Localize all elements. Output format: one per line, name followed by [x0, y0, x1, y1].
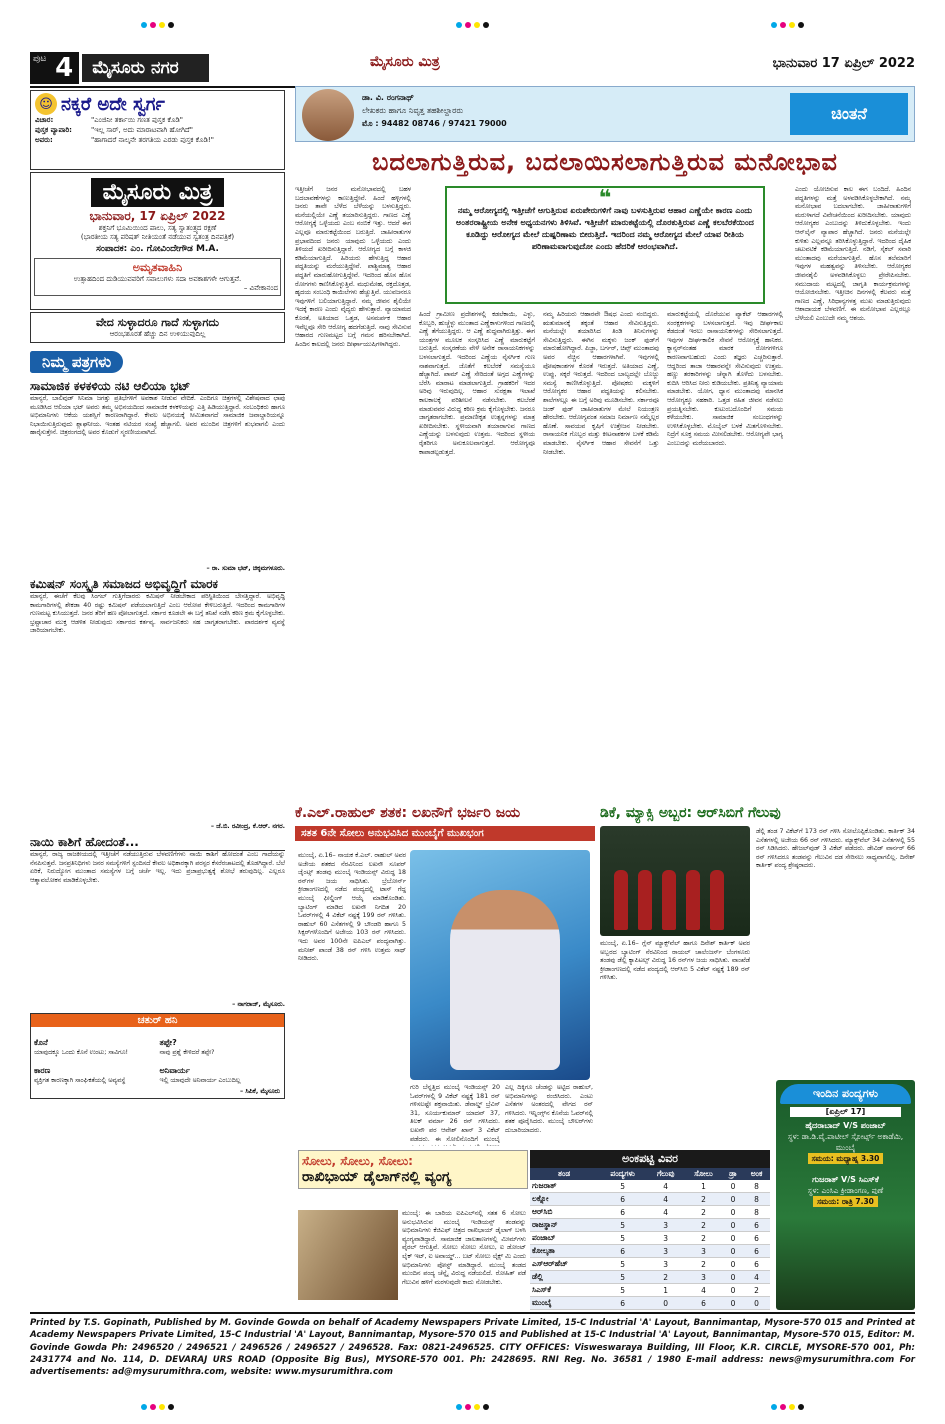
joke-line: ಪುಸ್ತಕ ವ್ಯಾಪಾರಿ: "ಇಲ್ಲ ಸಾರ್, ಅದು ಮಾರಾಟವಾಗಿ ಹೋಗಿದೆ" — [35, 126, 193, 134]
points-row — [530, 1271, 770, 1284]
points-row — [530, 1206, 770, 1219]
joke-title: ನಕ್ಕರೆ ಅದೇ ಸ್ವರ್ಗ — [61, 93, 165, 115]
points-cell: 4 — [647, 1206, 684, 1219]
author-phone: ಮೊ : 94482 08746 / 97421 79000 — [362, 119, 507, 128]
poem-author: – ಸಿಪಿಕೆ, ಮೈಸೂರು — [240, 1088, 280, 1096]
points-cell: 6 — [743, 1232, 770, 1245]
points-cell: 3 — [647, 1232, 684, 1245]
points-cell: 8 — [743, 1193, 770, 1206]
match-item — [780, 1120, 911, 1164]
points-cell: 1 — [684, 1180, 723, 1193]
today-matches-title: ಇಂದಿನ ಪಂದ್ಯಗಳು — [780, 1084, 911, 1104]
page-label: ಪುಟ — [30, 52, 49, 84]
poem-text: ನಾವು ಪ್ರಶ್ನೆ ಕೇಳಿದರೆ ತಪ್ಪೇ? — [159, 1049, 215, 1056]
points-cell: 3 — [647, 1245, 684, 1258]
points-cell: 6 — [743, 1219, 770, 1232]
points-cell: 3 — [684, 1271, 723, 1284]
points-header-row: ತಂಡ ಪಂದ್ಯಗಳು ಗೆಲುವು ಸೋಲು ಡ್ರಾ ಅಂಕ — [530, 1168, 770, 1180]
registration-marks-top — [0, 18, 945, 32]
points-cell: 3 — [647, 1258, 684, 1271]
team-name: ಗುಜರಾತ್ — [530, 1180, 598, 1193]
points-table — [530, 1150, 770, 1310]
rcb-column: ಡೆಲ್ಲಿ ತಂಡ 7 ವಿಕೆಟ್‌ಗೆ 173 ರನ್ ಗಳಿಸಿ ಸೋಲೊಪ್ಪಿಕೊಂಡಿತು. ಕಾರ್ತಿಕ್ 34 ಎಸೆತಗಳಲ್ಲಿ ಅಜೇಯ 66 ರನ್ ಗಳಿಸಿದರು. ಮ್ಯಾಕ್ಸ್‌ವೆಲ್ 34 ಎಸೆತಗಳಲ್ಲಿ 55 ರನ್ ಸಿಡಿಸಿದರು. ಹೇಜಲ್‌ವುಡ್ 3 ವಿಕೆಟ್ ಪಡೆದರು. ಡೇವಿಡ್ ವಾರ್ನರ್ 66 ರನ್ ಗಳಿಸಿದರೂ ತಂಡವನ್ನು ಗೆಲುವಿನ ದಡ ಸೇರಿಸಲು ಸಾಧ್ಯವಾಗಲಿಲ್ಲ. ದಿನೇಶ್ ಕಾರ್ತಿಕ್ ಪಂದ್ಯ ಶ್ರೇಷ್ಠರಾದರು. — [756, 828, 915, 870]
team-name: ಮುಂಬೈ — [530, 1297, 598, 1310]
page-number: 4 — [49, 52, 79, 84]
points-cell: 6 — [743, 1258, 770, 1271]
letter-title: ಕಮಿಷನ್ ಸಂಸ್ಕೃತಿ ಸಮಾಜದ ಅಭಿವೃದ್ಧಿಗೆ ಮಾರಕ — [30, 577, 285, 593]
match-teams: ಹೈದರಾಬಾದ್ V/S ಪಂಜಾಬ್ — [805, 1121, 886, 1130]
points-row — [530, 1245, 770, 1258]
points-cell: 0 — [723, 1271, 743, 1284]
rahul-column: ಗುರಿ ಬೆನ್ನತ್ತಿದ ಮುಂಬೈ ಇಂಡಿಯನ್ಸ್ 20 ಓವರ್‌ಗಳಲ್ಲಿ 9 ವಿಕೆಟ್ ನಷ್ಟಕ್ಕೆ 181 ರನ್ ಗಳಿಸಲಷ್ಟೇ ಶಕ್ತವಾಯಿತು. ಡೆವಾಲ್ಡ್ ಬ್ರೆವಿಸ್ 31, ಸೂರ್ಯಕುಮಾರ್ ಯಾದವ್ 37, ತಿಲಕ್ ವರ್ಮಾ 26 ರನ್ ಗಳಿಸಿದರು. ಲಖನೌ ಪರ ಆವೇಶ್ ಖಾನ್ 3 ವಿಕೆಟ್ ಪಡೆದರು. ಈ ಸೋಲಿನೊಂದಿಗೆ ಮುಂಬೈ — [410, 1084, 500, 1143]
points-cell: 0 — [723, 1219, 743, 1232]
team-name: ಎಸ್‌ಆರ್‌ಹೆಚ್ — [530, 1258, 598, 1271]
masthead-motto: ಶಕ್ತನಿಗೆ ಭೂಮಿಯಿಂದ ಪಾಲು, ಸತ್ಯ ಸ್ವಾತಂತ್ರ್ಯದ ರಕ್ಷಣೆ — [98, 224, 217, 232]
poem-title: ಕೊನೆ — [34, 1038, 48, 1047]
points-cell: 0 — [723, 1245, 743, 1258]
points-cell: 0 — [723, 1297, 743, 1310]
points-row — [530, 1232, 770, 1245]
team-name: ಲಕ್ನೋ — [530, 1193, 598, 1206]
author-photo — [302, 89, 354, 141]
article-column: ಹಿಂದೆ ಗ್ರಾಮೀಣ ಪ್ರದೇಶಗಳಲ್ಲಿ ಕಡಲೆಕಾಯಿ, ಎಳ್ಳು, ಕೊಬ್ಬರಿ, ಹುಚ್ಚೆಳ್ಳು ಮುಂತಾದ ಎಣ್ಣೆಕಾಳುಗಳಿಂದ ಗಾಣದಲ್ಲಿ ಎಣ್ಣೆ ತೆಗೆಯುತ್ತಿದ್ದರು. ಆ ಎಣ್ಣೆ ಶುದ್ಧವಾಗಿರುತ್ತಿತ್ತು. ಈಗ ಯಂತ್ರಗಳ ಮೂಲಕ ಸಂಸ್ಕರಿಸಿದ ಎಣ್ಣೆ ಮಾರುಕಟ್ಟೆಗೆ ಬರುತ್ತಿದೆ. ಸಂಸ್ಕರಣೆಯ ವೇಳೆ ಅನೇಕ ರಾಸಾಯನಿಕಗಳನ್ನು ಬಳಸಲಾಗುತ್ತದೆ. ಇದರಿಂದ ಎಣ್ಣೆಯ ನೈಸರ್ಗಿಕ ಗುಣ ನಾಶವಾಗುತ್ತದೆ. ಜೊತೆಗೆ ಕಲಬೆರಕೆ ಸಮಸ್ಯೆಯೂ ಹೆಚ್ಚಾಗಿದೆ. ಪಾಮ್ ಎಣ್ಣೆ ಸೇರಿದಂತೆ ಅಗ್ಗದ ಎಣ್ಣೆಗಳನ್ನು ಬೆರೆಸಿ ಮಾರಾಟ ಮಾಡಲಾಗುತ್ತಿದೆ. ಗ್ರಾಹಕರಿಗೆ ಇದರ ಅರಿವು ಇರುವುದಿಲ್ಲ. ಆಹಾರ ಸುರಕ್ಷತಾ ಇಲಾಖೆ ಕಾಲಕಾಲಕ್ಕೆ ಪರಿಶೀಲನೆ ನಡೆಸಬೇಕು. ಕಲಬೆರಕೆ ಮಾಡುವವರ ವಿರುದ್ಧ ಕಠಿಣ ಕ್ರಮ ಕೈಗೊಳ್ಳಬೇಕು. ಜನರೂ ಜಾಗೃತರಾಗಬೇಕು. ಪ್ರಮಾಣೀಕೃತ ಉತ್ಪನ್ನಗಳನ್ನು ಮಾತ್ರ ಖರೀದಿಸಬೇಕು. ಸ್ಥಳೀಯವಾಗಿ ತಯಾರಾಗುವ ಗಾಣದ ಎಣ್ಣೆಯನ್ನು ಬಳಸುವುದು ಉತ್ತಮ. ಇದರಿಂದ ಸ್ಥಳೀಯ ರೈತರಿಗೂ ಅನುಕೂಲವಾಗುತ್ತದೆ. ಆರೋಗ್ಯವೂ ಕಾಪಾಡಲ್ಪಡುತ್ತದೆ. — [419, 311, 535, 456]
masthead-editor: ಸಂಪಾದಕ: ಎಂ. ಗೋವಿಂದೇಗೌಡ M.A. — [96, 244, 219, 254]
chatur-hani-box — [30, 1013, 285, 1099]
match-venue: ಸ್ಥಳ: ಎಂಸಿಎ ಕ್ರೀಡಾಂಗಣ, ಪುಣೆ — [807, 1186, 884, 1195]
letter-title: ನಾಯಿ ಕಾಶಿಗೆ ಹೋದಂತೆ... — [30, 835, 285, 851]
team-name: ಸಿಎಸ್‌ಕೆ — [530, 1284, 598, 1297]
points-row — [530, 1258, 770, 1271]
masthead-logo: ಮೈಸೂರು ಮಿತ್ರ — [91, 178, 225, 207]
points-cell: 5 — [598, 1232, 647, 1245]
rahul-column: ಮುಂಬೈ, ಏ.16– ನಾಯಕ ಕೆ.ಎಲ್. ರಾಹುಲ್ ಅವರ ಅಜೇಯ ಶತಕದ ನೆರವಿನಿಂದ ಲಖನೌ ಸೂಪರ್ ಜೈಂಟ್ಸ್ ತಂಡವು ಮುಂಬೈ ಇಂಡಿಯನ್ಸ್ ವಿರುದ್ಧ 18 ರನ್‌ಗಳ ಜಯ ಸಾಧಿಸಿತು. ಬ್ರೆಬೋರ್ನ್ ಕ್ರೀಡಾಂಗಣದಲ್ಲಿ ನಡೆದ ಪಂದ್ಯದಲ್ಲಿ ಟಾಸ್ ಗೆದ್ದ ಮುಂಬೈ ಫೀಲ್ಡಿಂಗ್ ಆಯ್ಕೆ ಮಾಡಿಕೊಂಡಿತು. ಬ್ಯಾಟಿಂಗ್ ಮಾಡಿದ ಲಖನೌ ನಿಗದಿತ 20 ಓವರ್‌ಗಳಲ್ಲಿ 4 ವಿಕೆಟ್ ನಷ್ಟಕ್ಕೆ 199 ರನ್ ಗಳಿಸಿತು. ರಾಹುಲ್ 60 ಎಸೆತಗಳಲ್ಲಿ 9 ಬೌಂಡರಿ ಹಾಗೂ 5 ಸಿಕ್ಸರ್‌ಗಳೊಂದಿಗೆ ಅಜೇಯ 103 ರನ್ ಗಳಿಸಿದರು. ಇದು ಅವರ 100ನೇ ಐಪಿಎಲ್ ಪಂದ್ಯವಾಗಿತ್ತು. ಮನೀಶ್ ಪಾಂಡೆ 38 ರನ್ ಗಳಿಸಿ ಉತ್ತಮ ಸಾಥ್ ನೀಡಿದರು. — [298, 852, 406, 963]
feature-article — [295, 86, 915, 806]
pull-quote — [445, 186, 765, 304]
article-column: ಎಂದು ಯೋಚಿಸುವ ಕಾಲ ಈಗ ಬಂದಿದೆ. ಹಿಂದಿನ ಪದ್ಧತಿಗಳನ್ನು ಮತ್ತೆ ಅಳವಡಿಸಿಕೊಳ್ಳಬೇಕಾಗಿದೆ. ನಮ್ಮ ಮನೋಭಾವ ಬದಲಾಗಬೇಕು. ಜಾಹೀರಾತುಗಳಿಗೆ ಮರುಳಾಗದೆ ವಿವೇಚನೆಯಿಂದ ಖರೀದಿಸಬೇಕು. ಯಾವುದು ಆರೋಗ್ಯಕರ ಎಂಬುದನ್ನು ತಿಳಿದುಕೊಳ್ಳಬೇಕು. ಇಂದು ಆನ್‌ಲೈನ್ ವ್ಯಾಪಾರ ಹೆಚ್ಚಾಗಿದೆ. ಜನರು ಮನೆಯಲ್ಲೇ ಕುಳಿತು ಎಲ್ಲವನ್ನೂ ತರಿಸಿಕೊಳ್ಳುತ್ತಿದ್ದಾರೆ. ಇದರಿಂದ ದೈಹಿಕ ಚಟುವಟಿಕೆ ಕಡಿಮೆಯಾಗುತ್ತಿದೆ. ನಡಿಗೆ, ಸೈಕಲ್ ಸವಾರಿ ಮುಂತಾದವು ಮರೆಯಾಗುತ್ತಿವೆ. ಹೊಸ ತಲೆಮಾರಿಗೆ ಇವುಗಳ ಮಹತ್ವವನ್ನು ತಿಳಿಸಬೇಕು. ಆರೋಗ್ಯಕರ ಜೀವನಶೈಲಿ ಅಳವಡಿಸಿಕೊಳ್ಳಲು ಪ್ರೇರೇಪಿಸಬೇಕು. ಸಮುದಾಯ ಮಟ್ಟದಲ್ಲಿ ಜಾಗೃತಿ ಕಾರ್ಯಕ್ರಮಗಳನ್ನು ಆಯೋಜಿಸಬೇಕು. ಇತ್ತೀಚಿನ ದಿನಗಳಲ್ಲಿ ಕೆಲವರು ಮತ್ತೆ ಗಾಣದ ಎಣ್ಣೆ, ಸಿರಿಧಾನ್ಯಗಳತ್ತ ಮುಖ ಮಾಡುತ್ತಿರುವುದು ಆಶಾದಾಯಕ ಬೆಳವಣಿಗೆ. ಈ ಮನೋಭಾವ ಎಲ್ಲರಲ್ಲೂ ಬೆಳೆಯಲಿ ಎಂಬುದೇ ನಮ್ಮ ಆಶಯ. — [795, 186, 911, 322]
chatur-title: ಚತುರ್ ಹನಿ — [31, 1014, 284, 1027]
letter-body: ಮಾನ್ಯರೆ, ಬಾಲಿವುಡ್ ಸಿನಿಮಾ ಜಗತ್ತು ಪ್ರತಿಭೆಗಳಿಗೆ ಅವಕಾಶ ನೀಡುವ ವೇದಿಕೆ. ಎಂದಿಗೂ ಚಿತ್ರಗಳಲ್ಲಿ ವಿಶೇಷವಾದ ಛಾಪು ಮೂಡಿಸಿದ ಆಲಿಯಾ ಭಟ್ ಅವರು ತಮ್ಮ ಅಭಿನಯದಿಂದ ಸಾಮಾಜಿಕ ಕಳಕಳಿಯನ್ನು ಎತ್ತಿ ಹಿಡಿಯುತ್ತಿದ್ದಾರೆ. ಸಂಬಂಧಿಕರು ಹಾಗೂ ಅಭಿಮಾನಿಗಳು ಆಕೆಯ ಯಶಸ್ಸಿಗೆ ಕಾರಣರಾಗಿದ್ದಾರೆ. ಕೇವಲ ಅಭಿನಯಕ್ಕೆ ಸೀಮಿತವಾಗದೆ ಸಾಮಾಜಿಕ ಜವಾಬ್ದಾರಿಯನ್ನೂ ನಿಭಾಯಿಸುತ್ತಿರುವುದು ಶ್ಲಾಘನೀಯ. ಇಂತಹ ನಟಿಯರ ಸಂಖ್ಯೆ ಹೆಚ್ಚಾಗಲಿ. ಅವರ ಮುಂದಿನ ಚಿತ್ರಗಳಿಗೆ ಶುಭವಾಗಲಿ ಎಂದು ಹಾರೈಸುತ್ತೇನೆ. ಚಿತ್ರರಂಗದಲ್ಲಿ ಅವರ ಕೊಡುಗೆ ಸ್ಮರಣೀಯವಾಗಿದೆ. — [30, 395, 285, 437]
today-date: [ಏಪ್ರಿಲ್ 17] — [790, 1107, 901, 1117]
letter-body: ಮಾನ್ಯರೆ, ಈಚೆಗೆ ಕೆಲವು ಸಿಂಗಲ್ ಗುತ್ತಿಗೆದಾರರು ಕಮಿಷನ್ ನೀಡಬೇಕಾದ ಪರಿಸ್ಥಿತಿಯಿಂದ ಬೇಸತ್ತಿದ್ದಾರೆ. ಅಭಿವೃದ್ಧಿ ಕಾಮಗಾರಿಗಳಲ್ಲಿ ಶೇಕಡಾ 40 ರಷ್ಟು ಕಮಿಷನ್ ಪಡೆಯಲಾಗುತ್ತಿದೆ ಎಂಬ ಆರೋಪ ಕೇಳಿಬರುತ್ತಿದೆ. ಇದರಿಂದ ಕಾಮಗಾರಿಗಳ ಗುಣಮಟ್ಟ ಕುಸಿಯುತ್ತದೆ. ಜನರ ತೆರಿಗೆ ಹಣ ಪೋಲಾಗುತ್ತದೆ. ಸರ್ಕಾರ ಕೂಡಲೇ ಈ ಬಗ್ಗೆ ತನಿಖೆ ನಡೆಸಿ ಕಠಿಣ ಕ್ರಮ ಕೈಗೊಳ್ಳಬೇಕು. ಭ್ರಷ್ಟಾಚಾರ ಮುಕ್ತ ಆಡಳಿತ ನೀಡುವುದು ಸರ್ಕಾರದ ಕರ್ತವ್ಯ. ಸಾರ್ವಜನಿಕರು ಸಹ ಜಾಗೃತರಾಗಬೇಕು. ಪಾರದರ್ಶಕ ವ್ಯವಸ್ಥೆ ಜಾರಿಯಾಗಬೇಕು. — [30, 593, 285, 635]
joke-box — [30, 90, 285, 170]
quote-title: ಅಮೃತವಾಹಿನಿ — [132, 261, 183, 274]
match-venue: ಸ್ಥಳ: ಡಾ.ಡಿ.ವೈ.ಪಾಟೀಲ್ ಸ್ಪೋರ್ಟ್ಸ್ ಅಕಾಡೆಮಿ, ಮುಂಬೈ — [787, 1132, 904, 1152]
points-cell: 8 — [743, 1206, 770, 1219]
letters-badge: ನಿಮ್ಮ ಪತ್ರಗಳು — [30, 351, 123, 373]
left-column — [30, 90, 285, 1310]
letter-body: ಮಾನ್ಯರೆ, ರಾಜ್ಯ ರಾಜಕೀಯದಲ್ಲಿ ಇತ್ತೀಚೆಗೆ ನಡೆಯುತ್ತಿರುವ ಬೆಳವಣಿಗೆಗಳು ನಾಯಿ ಕಾಶಿಗೆ ಹೋದಂತೆ ಎಂಬ ಗಾದೆಯನ್ನು ನೆನಪಿಸುತ್ತವೆ. ಜನಪ್ರತಿನಿಧಿಗಳು ಜನರ ಸಮಸ್ಯೆಗಳಿಗೆ ಸ್ಪಂದಿಸದೆ ಕೇವಲ ಅಧಿಕಾರಕ್ಕಾಗಿ ಪರಸ್ಪರ ಕೆಸರೆರಚಾಟದಲ್ಲಿ ತೊಡಗಿದ್ದಾರೆ. ಬೆಲೆ ಏರಿಕೆ, ನಿರುದ್ಯೋಗ ಮುಂತಾದ ಸಮಸ್ಯೆಗಳ ಬಗ್ಗೆ ಚರ್ಚೆ ಇಲ್ಲ. ಇದು ಪ್ರಜಾಪ್ರಭುತ್ವಕ್ಕೆ ಶೋಭೆ ತರುವುದಿಲ್ಲ. ಎಲ್ಲರೂ ಆತ್ಮಾವಲೋಕನ ಮಾಡಿಕೊಳ್ಳಬೇಕು. — [30, 851, 285, 884]
solu-kicker: ಸೋಲು, ಸೋಲು, ಸೋಲು: — [302, 1154, 413, 1168]
points-cell: 8 — [743, 1180, 770, 1193]
solu-column: ಮುಂಬೈ: ಈ ಬಾರಿಯ ಐಪಿಎಲ್‌ನಲ್ಲಿ ಸತತ 6 ಸೋಲು ಅನುಭವಿಸಿರುವ ಮುಂಬೈ ಇಂಡಿಯನ್ಸ್ ತಂಡವನ್ನು ಅಭಿಮಾನಿಗಳು ಕೆಜಿಎಫ್ ಚಿತ್ರದ ರಾಖಿಭಾಯ್ ಡೈಲಾಗ್ ಬಳಸಿ ವ್ಯಂಗ್ಯವಾಡಿದ್ದಾರೆ. ಸಾಮಾಜಿಕ ಜಾಲತಾಣಗಳಲ್ಲಿ ಮೀಮ್‌ಗಳು ವೈರಲ್ ಆಗುತ್ತಿವೆ. ಸೋಲು ಸೋಲು ಸೋಲು, ಐ ಡೋಂಟ್ ಲೈಕ್ ಇಟ್, ಐ ಅವಾಯ್ಡ್... ಬಟ್ ಸೋಲು ಲೈಕ್ಸ್ ಮಿ ಎಂದು ಅಭಿಮಾನಿಗಳು ಪೋಸ್ಟ್ ಮಾಡಿದ್ದಾರೆ. ಮುಂಬೈ ತಂಡದ ಮುಂದಿನ ಪಂದ್ಯ ಚೆನ್ನೈ ವಿರುದ್ಧ ನಡೆಯಲಿದೆ. ರೋಹಿತ್ ಪಡೆ ಗೆಲುವಿನ ಹಳಿಗೆ ಮರಳುವುದೇ ಕಾದು ನೋಡಬೇಕು. — [402, 1210, 526, 1286]
points-cell: 4 — [743, 1271, 770, 1284]
points-cell: 4 — [647, 1180, 684, 1193]
quote-author: – ವಿವೇಕಾನಂದ — [243, 284, 278, 292]
rahul-column: ಎಲ್ಲ ದಿಕ್ಕಿಗೂ ಚೆಂಡನ್ನು ಅಟ್ಟಿದ ರಾಹುಲ್, ಅಭಿಮಾನಿಗಳನ್ನು ರಂಜಿಸಿದರು. ಎಂಟು ಎಸೆತಗಳ ಅಂತರದಲ್ಲಿ ವೇಗದ ರನ್ ಗಳಿಸಿದರು. ಇನ್ನಿಂಗ್ಸ್‌ನ ಕೊನೆಯ ಓವರ್‌ನಲ್ಲಿ ಶತಕ ಪೂರೈಸಿದರು. ಮುಂಬೈ ಬೌಲರ್‌ಗಳು ದುಬಾರಿಯಾದರು. — [505, 1084, 593, 1134]
letter-signature: – ರಾ. ಸುಮಾ ಭಟ್, ಚಿಕ್ಕಮಗಳೂರು. — [206, 565, 285, 572]
match-teams: ಗುಜರಾತ್ V/S ಸಿಎಸ್‌ಕೆ — [812, 1175, 879, 1184]
points-cell: 2 — [684, 1258, 723, 1271]
masthead-box — [30, 172, 285, 310]
points-row — [530, 1284, 770, 1297]
rcb-headline: ಡಿಕೆ, ಮ್ಯಾಕ್ಸಿ ಅಬ್ಬರ: ಆರ್‌ಸಿಬಿಗೆ ಗೆಲುವು — [600, 805, 781, 821]
points-row — [530, 1180, 770, 1193]
points-cell: 0 — [723, 1193, 743, 1206]
points-row — [530, 1219, 770, 1232]
paper-name: ಮೈಸೂರು ಮಿತ್ರ — [370, 54, 440, 70]
rcb-photo — [600, 826, 750, 936]
points-cell: 6 — [598, 1193, 647, 1206]
solu-headline: ರಾಖಿಭಾಯ್ ಡೈಲಾಗ್‌ನಲ್ಲಿ ವ್ಯಂಗ್ಯ — [302, 1169, 452, 1185]
quote-mark-icon: ❝ — [598, 186, 612, 211]
joke-line: ವಿಚಾರ: "ಎಂಜಿನೀ ತರ್ಕಾಯಿ ಗಣತ ಪುಸ್ತಕ ಕೊಡಿ" — [35, 116, 183, 124]
points-cell: 6 — [684, 1297, 723, 1310]
points-cell: 6 — [598, 1245, 647, 1258]
points-cell: 4 — [647, 1193, 684, 1206]
rahul-headline: ಕೆ.ಎಲ್.ರಾಹುಲ್ ಶತಕ: ಲಖನೌಗೆ ಭರ್ಜರಿ ಜಯ — [295, 805, 521, 821]
team-name: ಕೋಲ್ಕತಾ — [530, 1245, 598, 1258]
points-row — [530, 1193, 770, 1206]
match-time: ಸಮಯ: ಮಧ್ಯಾಹ್ನ 3.30 — [808, 1153, 884, 1164]
author-bar — [295, 86, 915, 142]
poem-text: ಇಲ್ಲಿ ಯಾವುದೇ ಅನಿವಾರ್ಯ ಎಂಬುದಿಲ್ಲ — [159, 1076, 241, 1084]
points-cell: 5 — [598, 1219, 647, 1232]
section-name: ಮೈಸೂರು ನಗರ — [82, 54, 208, 82]
points-cell: 4 — [684, 1284, 723, 1297]
points-table-title: ಅಂಕಪಟ್ಟಿ ವಿವರ — [530, 1150, 770, 1168]
article-headline: ಬದಲಾಗುತ್ತಿರುವ, ಬದಲಾಯಿಸಲಾಗುತ್ತಿರುವ ಮನೋಭಾವ — [372, 148, 838, 176]
poem-title: ತಪ್ಪೇ? — [159, 1038, 177, 1047]
points-cell: 0 — [723, 1180, 743, 1193]
pull-quote-text: ನಮ್ಮ ಆರೋಗ್ಯದಲ್ಲಿ ಇತ್ತೀಚೆಗೆ ಆಗುತ್ತಿರುವ ಏರುಪೇರುಗಳಿಗೆ ನಾವು ಬಳಸುತ್ತಿರುವ ಆಹಾರ ಎಣ್ಣೆಯೇ ಕಾರಣ ಎಂದು ಅಂತರರಾಷ್ಟ್ರೀಯ ಅನೇಕ ಅಧ್ಯಯನಗಳು ತಿಳಿಸಿವೆ. ಇತ್ತೀಚೆಗೆ ಮಾರುಕಟ್ಟೆಯಲ್ಲಿ ದೊರಕುತ್ತಿರುವ ಎಣ್ಣೆ ಕಲಬೆರಕೆಯಿಂದ ಕೂಡಿದ್ದು ಆರೋಗ್ಯದ ಮೇಲೆ ದುಷ್ಪರಿಣಾಮ ಬೀರುತ್ತಿದೆ. ಇದರಿಂದ ನಮ್ಮ ಆರೋಗ್ಯದ ಮೇಲೆ ಯಾವ ರೀತಿಯ ಪರಿಣಾಮವಾಗುವುದೋ ಎಂದು ಹೆದರಿಕೆ ಆರಂಭವಾಗಿದೆ. — [456, 205, 754, 251]
letter-signature: – ನಾಗರಾಜ್, ಮೈಸೂರು. — [232, 1001, 285, 1008]
joke-line: ಅವರು: "ಹಾಗಾದರೆ ನಾಲ್ಕನೇ ತರಗತಿಯ ಎರಡು ಪುಸ್ತಕ ಕೊಡಿ!" — [35, 136, 214, 144]
quote-box — [34, 258, 281, 296]
section-tag: ಚಿಂತನೆ — [790, 93, 908, 135]
points-cell: 6 — [743, 1245, 770, 1258]
today-matches-box — [776, 1080, 915, 1310]
author-role: ಲೇಖಕರು ಹಾಗೂ ನಿವೃತ್ತ ತಹಶೀಲ್ದಾರರು — [362, 106, 464, 115]
poem-text: ವ್ಯಕ್ತಿಗತ ಕಾರಣಕ್ಕಾಗಿ ಸಾಂಘಿಕತೆಯಲ್ಲಿ ಅವ್ಯವಸ್ಥೆ — [34, 1076, 126, 1084]
letter-title: ಸಾಮಾಜಿಕ ಕಳಕಳಿಯ ನಟಿ ಆಲಿಯಾ ಭಟ್ — [30, 379, 285, 395]
points-cell: 0 — [723, 1258, 743, 1271]
registration-marks-bottom — [0, 1400, 945, 1414]
rahul-subheadline: ಸತತ 6ನೇ ಸೋಲು ಅನುಭವಿಸಿದ ಮುಂಬೈಗೆ ಮುಖಭಂಗ — [295, 826, 595, 841]
points-cell: 5 — [598, 1284, 647, 1297]
points-cell: 2 — [647, 1271, 684, 1284]
team-name: ಪಂಜಾಬ್ — [530, 1232, 598, 1245]
points-cell: 2 — [684, 1193, 723, 1206]
points-row — [530, 1297, 770, 1310]
letters-header — [30, 349, 285, 375]
match-time: ಸಮಯ: ರಾತ್ರಿ 7.30 — [813, 1196, 878, 1207]
match-item — [780, 1174, 911, 1207]
solu-photo — [298, 1210, 398, 1300]
proverb-text: ಆರಂಭಶೂರತೆ ಹೆಚ್ಚು ದಿನ ಉಳಿಯುವುದಿಲ್ಲ — [109, 330, 206, 338]
team-name: ಡೆಲ್ಲಿ — [530, 1271, 598, 1284]
masthead-note: (ಭಾರತೀಯ ಸತ್ಯ ಪರಿಷತ್ ನೀತಿಯಂತೆ ನಡೆಯುವ ಸ್ವತಂತ್ರ ದಿನಪತ್ರಿಕೆ) — [80, 233, 235, 241]
issue-date: ಭಾನುವಾರ 17 ಏಪ್ರಿಲ್ 2022 — [772, 56, 915, 71]
quote-text: ಉತ್ಸಾಹದಿಂದ ದುಡಿಯುವವರಿಗೆ ಸವಾಲುಗಳು ಸದಾ ಅವಕಾಶಗಳೇ ಆಗುತ್ತವೆ. — [73, 275, 242, 283]
article-column: ನಮ್ಮ ಹಿರಿಯರು ಆಹಾರವೇ ಔಷಧ ಎಂದು ನಂಬಿದ್ದರು. ಋತುಮಾನಕ್ಕೆ ತಕ್ಕಂತೆ ಆಹಾರ ಸೇವಿಸುತ್ತಿದ್ದರು. ಮನೆಯಲ್ಲೇ ತಯಾರಿಸಿದ ತಿಂಡಿ ತಿನಿಸುಗಳನ್ನು ಸೇವಿಸುತ್ತಿದ್ದರು. ಈಗಿನ ಮಕ್ಕಳು ಜಂಕ್ ಫುಡ್‌ಗೆ ಮಾರುಹೋಗಿದ್ದಾರೆ. ಪಿಜ್ಜಾ, ಬರ್ಗರ್, ಚಿಪ್ಸ್ ಮುಂತಾದವು ಅವರ ನೆಚ್ಚಿನ ಆಹಾರಗಳಾಗಿವೆ. ಇವುಗಳಲ್ಲಿ ಪೋಷಕಾಂಶಗಳ ಕೊರತೆ ಇರುತ್ತದೆ. ಅತಿಯಾದ ಎಣ್ಣೆ, ಉಪ್ಪು, ಸಕ್ಕರೆ ಇರುತ್ತದೆ. ಇದರಿಂದ ಬಾಲ್ಯದಲ್ಲೇ ಬೊಜ್ಜು ಸಮಸ್ಯೆ ಕಾಣಿಸಿಕೊಳ್ಳುತ್ತಿದೆ. ಪೋಷಕರು ಮಕ್ಕಳಿಗೆ ಆರೋಗ್ಯಕರ ಆಹಾರ ಪದ್ಧತಿಯನ್ನು ಕಲಿಸಬೇಕು. ಶಾಲೆಗಳಲ್ಲೂ ಈ ಬಗ್ಗೆ ಅರಿವು ಮೂಡಿಸಬೇಕು. ಸರ್ಕಾರವೂ ಜಂಕ್ ಫುಡ್ ಜಾಹೀರಾತುಗಳ ಮೇಲೆ ನಿಯಂತ್ರಣ ಹೇರಬೇಕು. ಆರೋಗ್ಯವಂತ ಸಮಾಜ ನಿರ್ಮಾಣ ನಮ್ಮೆಲ್ಲರ ಹೊಣೆ. ಸಾವಯವ ಕೃಷಿಗೆ ಉತ್ತೇಜನ ನೀಡಬೇಕು. ರಾಸಾಯನಿಕ ಗೊಬ್ಬರ ಮತ್ತು ಕೀಟನಾಶಕಗಳ ಬಳಕೆ ಕಡಿಮೆ ಮಾಡಬೇಕು. ನೈಸರ್ಗಿಕ ಆಹಾರ ಸೇವನೆಗೆ ಒತ್ತು ನೀಡಬೇಕು. — [543, 311, 659, 456]
points-cell: 0 — [723, 1284, 743, 1297]
page-header — [30, 50, 915, 88]
points-cell: 2 — [684, 1219, 723, 1232]
solu-header — [298, 1150, 528, 1189]
proverb-title: ವೇದ ಸುಳ್ಳಾದರೂ ಗಾದೆ ಸುಳ್ಳಾಗದು — [96, 316, 219, 329]
points-cell: 0 — [723, 1206, 743, 1219]
article-column: ಮಾರುಕಟ್ಟೆಯಲ್ಲಿ ದೊರೆಯುವ ಪ್ಯಾಕೆಟ್ ಆಹಾರಗಳಲ್ಲಿ ಸಂರಕ್ಷಕಗಳನ್ನು ಬಳಸಲಾಗುತ್ತದೆ. ಇವು ದೀರ್ಘಕಾಲ ಕೆಡದಂತೆ ಇರಲು ರಾಸಾಯನಿಕಗಳನ್ನು ಸೇರಿಸಲಾಗುತ್ತದೆ. ಇವುಗಳ ದೀರ್ಘಕಾಲಿಕ ಸೇವನೆ ಆರೋಗ್ಯಕ್ಕೆ ಹಾನಿಕರ. ಕ್ಯಾನ್ಸರ್‌ನಂತಹ ಮಾರಕ ರೋಗಗಳಿಗೂ ಕಾರಣವಾಗಬಹುದು ಎಂದು ತಜ್ಞರು ಎಚ್ಚರಿಸುತ್ತಾರೆ. ಆದ್ದರಿಂದ ತಾಜಾ ಆಹಾರವನ್ನೇ ಸೇವಿಸುವುದು ಉತ್ತಮ. ಹಣ್ಣು ತರಕಾರಿಗಳನ್ನು ಚೆನ್ನಾಗಿ ತೊಳೆದು ಬಳಸಬೇಕು. ಕುದಿಸಿ ಆರಿಸಿದ ನೀರು ಕುಡಿಯಬೇಕು. ಪ್ರತಿನಿತ್ಯ ವ್ಯಾಯಾಮ ಮಾಡಬೇಕು. ಯೋಗ, ಧ್ಯಾನ ಮುಂತಾದವು ಮಾನಸಿಕ ಆರೋಗ್ಯಕ್ಕೂ ಸಹಕಾರಿ. ಒತ್ತಡ ರಹಿತ ಜೀವನ ನಡೆಸಲು ಪ್ರಯತ್ನಿಸಬೇಕು. ಕುಟುಂಬದೊಂದಿಗೆ ಸಮಯ ಕಳೆಯಬೇಕು. ಸಾಮಾಜಿಕ ಸಂಬಂಧಗಳನ್ನು ಉಳಿಸಿಕೊಳ್ಳಬೇಕು. ಮೊಬೈಲ್ ಬಳಕೆ ಮಿತಗೊಳಿಸಬೇಕು. ನಿದ್ರೆಗೆ ಸೂಕ್ತ ಸಮಯ ಮೀಸಲಿಡಬೇಕು. ಆರೋಗ್ಯವೇ ಭಾಗ್ಯ ಎಂಬುದನ್ನು ಮರೆಯಬಾರದು. — [667, 311, 783, 447]
points-cell: 5 — [598, 1180, 647, 1193]
points-cell: 5 — [598, 1271, 647, 1284]
team-name: ಆರ್‌ಸಿಬಿ — [530, 1206, 598, 1219]
points-cell: 6 — [598, 1206, 647, 1219]
laughing-face-icon: ☺ — [35, 93, 57, 115]
points-cell: 1 — [647, 1284, 684, 1297]
proverb-box — [30, 312, 285, 343]
poem-text: ಯಾವುದಕ್ಕೂ ಒಂದು ಕೊನೆ ಉಂಟು; ಸಾವಿಗೂ! — [34, 1049, 129, 1056]
article-column: ಇತ್ತೀಚೆಗೆ ಜನರ ಮನೋಭಾವದಲ್ಲಿ ಬಹಳ ಬದಲಾವಣೆಗಳನ್ನು ಕಾಣುತ್ತಿದ್ದೇವೆ. ಹಿಂದೆ ಹಳ್ಳಿಗಳಲ್ಲಿ ಜನರು ತಾವೇ ಬೆಳೆದ ಬೆಳೆಯನ್ನು ಬಳಸುತ್ತಿದ್ದರು. ಮನೆಯಲ್ಲಿಯೇ ಎಣ್ಣೆ ತಯಾರಿಸುತ್ತಿದ್ದರು. ಗಾಣದ ಎಣ್ಣೆ ಆರೋಗ್ಯಕ್ಕೆ ಒಳ್ಳೆಯದು ಎಂಬ ನಂಬಿಕೆ ಇತ್ತು. ಆದರೆ ಈಗ ಎಲ್ಲವೂ ಮಾರುಕಟ್ಟೆಯಿಂದ ಬರುತ್ತಿದೆ. ಜಾಹೀರಾತುಗಳ ಪ್ರಭಾವದಿಂದ ಜನರು ಯಾವುದು ಒಳ್ಳೆಯದು ಎಂದು ತಿಳಿಯದೆ ಖರೀದಿಸುತ್ತಿದ್ದಾರೆ. ಆರೋಗ್ಯದ ಬಗ್ಗೆ ಕಾಳಜಿ ಕಡಿಮೆಯಾಗುತ್ತಿದೆ. ಹಿರಿಯರು ಹೇಳುತ್ತಿದ್ದ ಆಹಾರ ಪದ್ಧತಿಯನ್ನು ಮರೆಯುತ್ತಿದ್ದೇವೆ. ಪಾಶ್ಚಿಮಾತ್ಯ ಆಹಾರ ಪದ್ಧತಿಗೆ ಮಾರುಹೋಗುತ್ತಿದ್ದೇವೆ. ಇದರಿಂದ ಹೊಸ ಹೊಸ ರೋಗಗಳು ಕಾಣಿಸಿಕೊಳ್ಳುತ್ತಿವೆ. ಮಧುಮೇಹ, ರಕ್ತದೊತ್ತಡ, ಹೃದಯ ಸಂಬಂಧಿ ಕಾಯಿಲೆಗಳು ಹೆಚ್ಚುತ್ತಿವೆ. ಯುವಜನರೂ ಇವುಗಳಿಗೆ ಬಲಿಯಾಗುತ್ತಿದ್ದಾರೆ. ನಮ್ಮ ಜೀವನ ಶೈಲಿಯೇ ಇದಕ್ಕೆ ಕಾರಣ ಎಂದು ವೈದ್ಯರು ಹೇಳುತ್ತಾರೆ. ವ್ಯಾಯಾಮದ ಕೊರತೆ, ಅತಿಯಾದ ಒತ್ತಡ, ಅಸಮರ್ಪಕ ಆಹಾರ ಇವೆಲ್ಲವೂ ಸೇರಿ ಆರೋಗ್ಯ ಹದಗೆಡುತ್ತಿದೆ. ನಾವು ಸೇವಿಸುವ ಆಹಾರದ ಗುಣಮಟ್ಟದ ಬಗ್ಗೆ ಗಮನ ಹರಿಸಬೇಕಾಗಿದೆ. ಹಿಂದಿನ ಕಾಲದಲ್ಲಿ ಜನರು ದೀರ್ಘಾಯುಷಿಗಳಾಗಿದ್ದರು. — [295, 186, 411, 348]
poem-title: ಕಾರಣ — [34, 1065, 51, 1075]
rahul-photo — [410, 850, 590, 1080]
points-cell: 0 — [647, 1297, 684, 1310]
poem-title: ಅನಿವಾರ್ಯ — [159, 1065, 190, 1075]
points-cell: 2 — [743, 1284, 770, 1297]
points-cell: 2 — [684, 1206, 723, 1219]
points-cell: 3 — [647, 1219, 684, 1232]
points-cell: 0 — [723, 1232, 743, 1245]
points-cell: 2 — [684, 1232, 723, 1245]
points-cell: 5 — [598, 1258, 647, 1271]
imprint-footer: Printed by T.S. Gopinath, Published by M. Govinde Gowda on behalf of Academy Newspapers Private Limited, 15-C Industrial 'A' Layout, Bannimantap, Mysore-570 015 and Printed at Academy Newspapers Private Limited, 15-C Industrial 'A' Layout, Bannimantap, Mysore-570 015 and Published at 15-C Industrial 'A' Layout, Bannimantap, Mysore-570 015, Editor: M. Govinde Gowda Ph: 2496520 / 2496521 / 2496526 / 2496527 / 2496528. Fax: 0821-2496525. CITY OFFICES: Visweswaraya Building, III Floor, K.R. CIRCLE, MYSORE-570 001, Ph: 2431774 and No. 114, D. DEVARAJ URS ROAD (Opposite Big Bus), MYSORE-570 001. Ph: 2428695. RNI Reg. No. 36581 / 1980 E-mail address: news@mysurumithra.com For advertisements: ad@mysurumithra.com, website: www.mysurumithra.com — [30, 1312, 915, 1378]
rcb-column: ಮುಂಬೈ, ಏ.16– ಗ್ಲೆನ್ ಮ್ಯಾಕ್ಸ್‌ವೆಲ್ ಹಾಗೂ ದಿನೇಶ್ ಕಾರ್ತಿಕ್ ಅವರ ಅಬ್ಬರದ ಬ್ಯಾಟಿಂಗ್ ನೆರವಿನಿಂದ ರಾಯಲ್ ಚಾಲೆಂಜರ್ಸ್ ಬೆಂಗಳೂರು ತಂಡವು ಡೆಲ್ಲಿ ಕ್ಯಾಪಿಟಲ್ಸ್ ವಿರುದ್ಧ 16 ರನ್‌ಗಳ ಜಯ ಸಾಧಿಸಿತು. ವಾಂಖೆಡೆ ಕ್ರೀಡಾಂಗಣದಲ್ಲಿ ನಡೆದ ಪಂದ್ಯದಲ್ಲಿ ಆರ್‌ಸಿಬಿ 5 ವಿಕೆಟ್ ನಷ್ಟಕ್ಕೆ 189 ರನ್ ಗಳಿಸಿತು. — [600, 940, 750, 982]
letter-signature: – ಜೆ.ಬಿ. ರವೀಂದ್ರ, ಕೆ.ಆರ್. ನಗರ. — [210, 823, 285, 830]
team-name: ರಾಜಸ್ಥಾನ್ — [530, 1219, 598, 1232]
masthead-date: ಭಾನುವಾರ, 17 ಏಪ್ರಿಲ್ 2022 — [89, 209, 226, 223]
points-cell: 6 — [598, 1297, 647, 1310]
points-cell: 0 — [743, 1297, 770, 1310]
points-cell: 3 — [684, 1245, 723, 1258]
author-name: ಡಾ. ವಿ. ರಂಗನಾಥ್ — [362, 93, 414, 102]
